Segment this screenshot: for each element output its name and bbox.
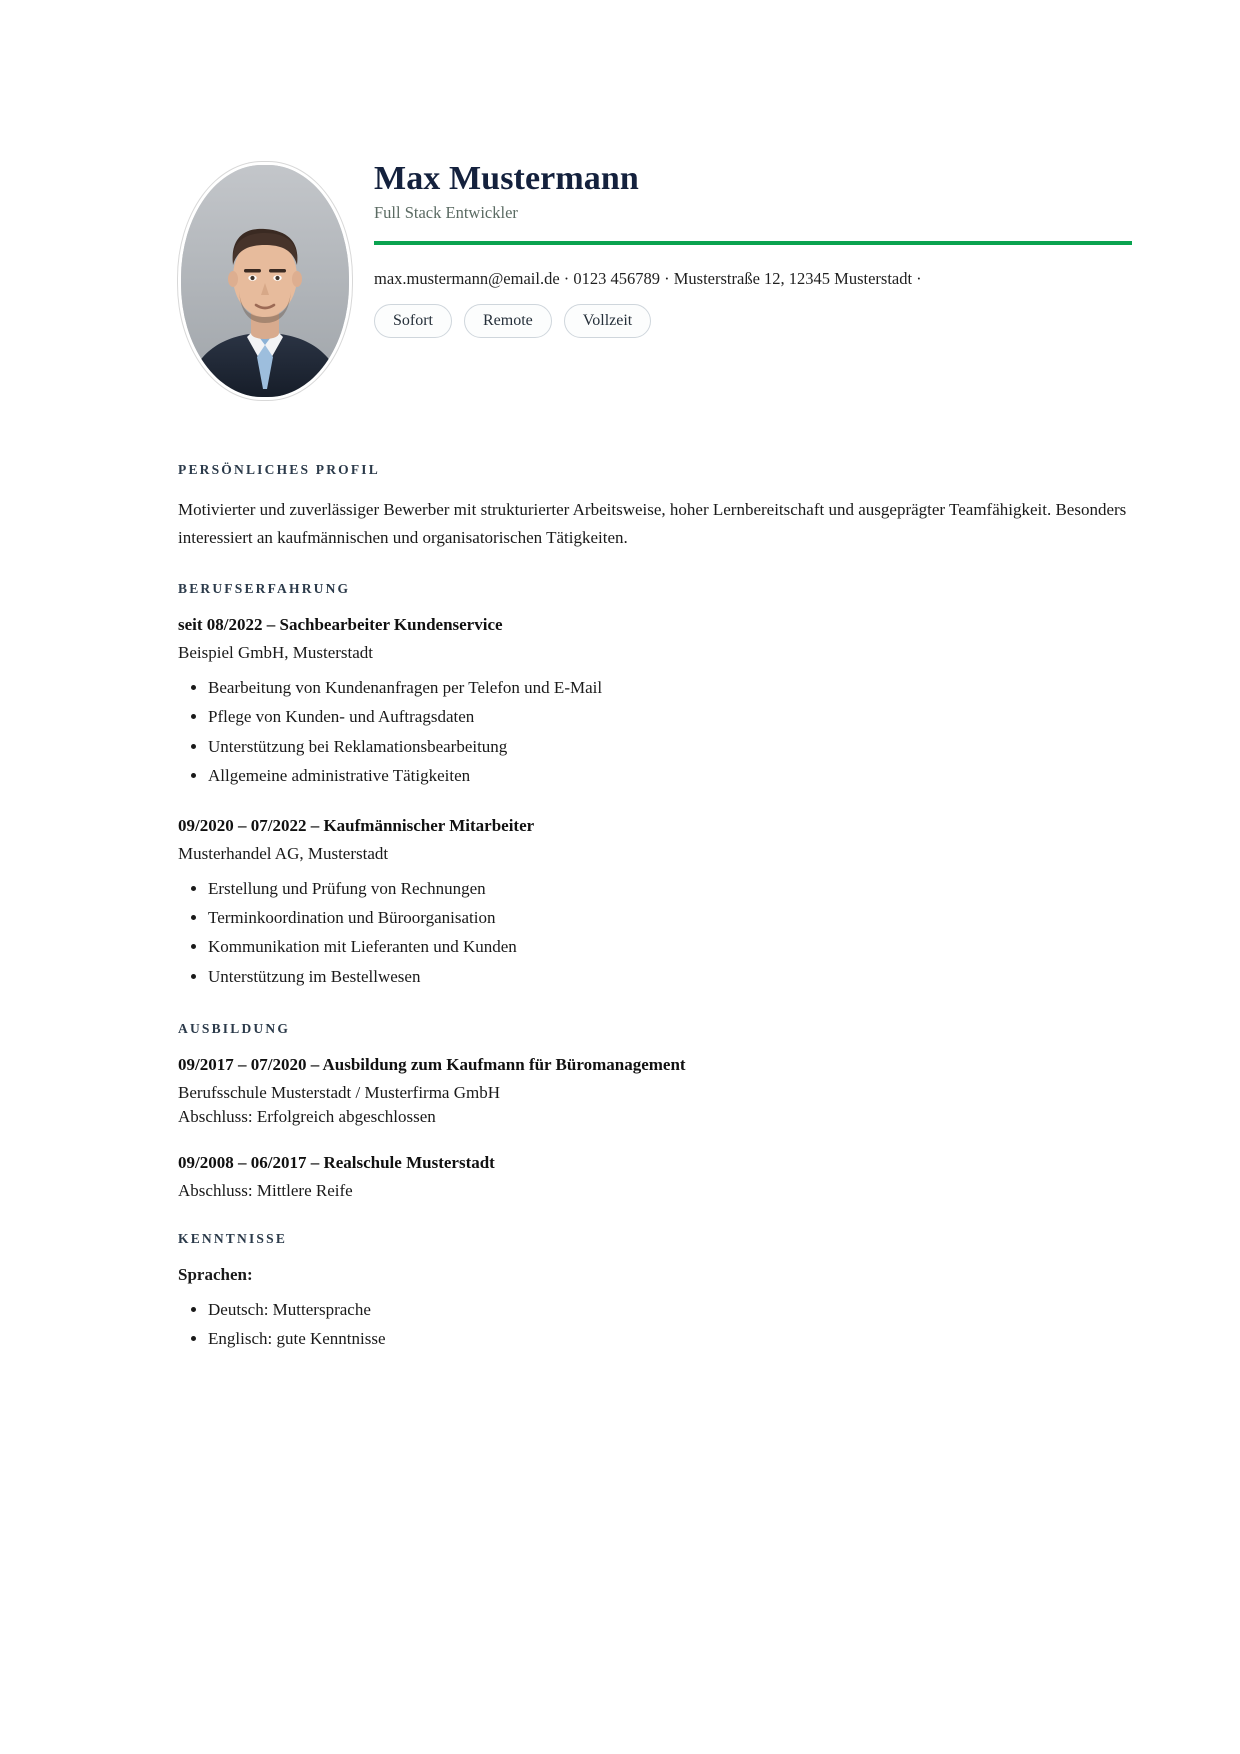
page-title: Max Mustermann (374, 160, 639, 197)
section-skills (178, 1231, 1132, 1353)
photo-container (178, 150, 354, 400)
experience-employer: Musterhandel AG, Musterstadt (178, 844, 389, 863)
chip-remote[interactable]: Remote (464, 304, 552, 338)
experience-entry (178, 816, 1132, 991)
skills-languages-list (178, 1295, 1132, 1353)
chip-sofort[interactable]: Sofort (374, 304, 452, 338)
contact-line: max.mustermann@email.de · 0123 456789 · Musterstraße 12, 12345 Musterstadt · (374, 269, 922, 289)
education-entry (178, 1153, 1132, 1201)
list-item: • Unterstützung bei Reklamationsbearbeitung (208, 732, 1132, 761)
list-item: • Englisch: gute Kenntnisse (208, 1324, 1132, 1353)
education-title: 09/2008 – 06/2017 – Realschule Musterstadt (178, 1152, 495, 1172)
experience-bullets (178, 874, 1132, 991)
section-title-experience: BERUFSERFAHRUNG (178, 581, 351, 597)
list-item: • Terminkoordination und Büroorganisation (208, 903, 1132, 932)
resume-body (178, 462, 1132, 1353)
accent-divider (374, 241, 1132, 245)
education-degree: Abschluss: Mittlere Reife (178, 1180, 353, 1200)
profile-text: Motivierter und zuverlässiger Bewerber mit strukturierter Arbeitsweise, hoher Lernbereitschaft und ausgeprägter Teamfähigkeit. Besonders interessiert an kaufmännischen und organisatorischen Tätigkeiten. (178, 500, 1127, 547)
section-title-education: AUSBILDUNG (178, 1020, 291, 1036)
section-experience (178, 581, 1132, 991)
list-item: • Unterstützung im Bestellwesen (208, 962, 1132, 991)
experience-title: 09/2020 – 07/2022 – Kaufmännischer Mitarbeiter (178, 816, 535, 835)
experience-title: seit 08/2022 – Sachbearbeiter Kundenservice (178, 615, 503, 635)
availability-chips (374, 304, 1132, 338)
list-item: • Deutsch: Muttersprache (208, 1295, 1132, 1324)
experience-employer: Beispiel GmbH, Musterstadt (178, 643, 374, 663)
job-title: Full Stack Entwickler (374, 203, 518, 223)
experience-entry (178, 615, 1132, 790)
section-education (178, 1021, 1132, 1201)
experience-bullets (178, 673, 1132, 790)
section-profile (178, 462, 1132, 551)
resume-header (178, 150, 1132, 400)
education-entry (178, 1055, 1132, 1127)
list-item: • Pflege von Kunden- und Auftragsdaten (208, 702, 1132, 731)
education-degree: Abschluss: Erfolgreich abgeschlossen (178, 1106, 436, 1126)
header-details (354, 150, 1132, 338)
list-item: • Bearbeitung von Kundenanfragen per Telefon und E-Mail (208, 673, 1132, 702)
education-title: 09/2017 – 07/2020 – Ausbildung zum Kaufmann für Büromanagement (178, 1054, 686, 1074)
section-title-profile: PERSÖNLICHES PROFIL (178, 462, 380, 477)
avatar (178, 162, 352, 400)
education-institution: Berufsschule Musterstadt / Musterfirma GmbH (178, 1082, 500, 1102)
section-title-skills: KENNTNISSE (178, 1230, 288, 1246)
chip-vollzeit[interactable]: Vollzeit (564, 304, 651, 338)
list-item: • Allgemeine administrative Tätigkeiten (208, 761, 1132, 790)
list-item: • Erstellung und Prüfung von Rechnungen (208, 874, 1132, 903)
skills-languages-label: Sprachen: (178, 1264, 253, 1284)
portrait-photo-icon (181, 165, 349, 397)
list-item: • Kommunikation mit Lieferanten und Kunden (208, 932, 1132, 961)
